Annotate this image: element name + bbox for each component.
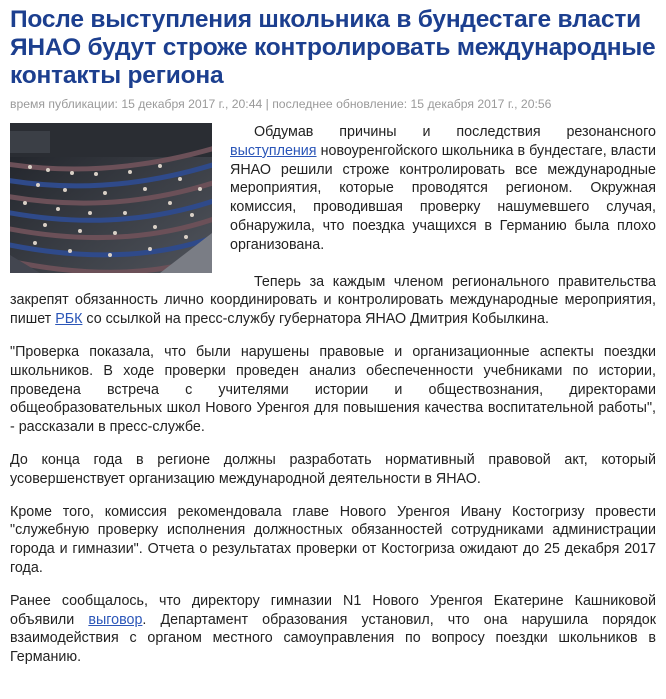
paragraph-2 bbox=[10, 273, 656, 329]
reprimand-link[interactable]: выговор bbox=[88, 611, 143, 628]
paragraph-3: "Проверка показала, что были нарушены правовые и организационные аспекты поездки школьников. В ходе проверки проведен анализ обеспеченности учебниками по истории, проведена встреча с учителями истории и обществознания, директорами общеобразовательных школ Нового Уренгоя для повышения качества воспитательной работы", - рассказали в пресс-службе. bbox=[10, 343, 656, 436]
p6-text-after: . Департамент образования установил, что она нарушила порядок взаимодействия с органом местного самоуправления по вопросу поездки школьников в Германию. bbox=[10, 611, 656, 666]
publication-meta: время публикации: 15 декабря 2017 г., 20:44 | последнее обновление: 15 декабря 2017 г., 20:56 bbox=[10, 97, 552, 111]
paragraph-5: Кроме того, комиссия рекомендовала главе Нового Уренгоя Ивану Костогризу провести "служебную проверку исполнения должностных обязанностей сотрудниками администрации города и гимназии". Отчета о результатах проверки от Костогриза ожидают до 25 декабря 2017 года. bbox=[10, 503, 656, 576]
bundestag-hall-photo bbox=[10, 123, 212, 273]
article-title: После выступления школьника в бундестаге власти ЯНАО будут строже контролировать международные контакты региона bbox=[10, 6, 656, 89]
rbc-link[interactable]: РБК bbox=[55, 311, 83, 328]
p6-text-before: Ранее сообщалось, что директору гимназии N1 Нового Уренгоя Екатерине Кашниковой объявили bbox=[10, 592, 656, 628]
p2-text-after: со ссылкой на пресс-службу губернатора ЯНАО Дмитрия Кобылкина. bbox=[82, 311, 549, 328]
article-body bbox=[10, 123, 656, 667]
p2-text-before: Теперь за каждым членом регионального правительства закрепят обязанность лично координировать и контролировать международные мероприятия, пишет bbox=[10, 273, 656, 328]
p1-text-after: новоуренгойского школьника в бундестаге, власти ЯНАО решили строже контролировать все международные мероприятия, которые проводятся регионом. Окружная комиссия, проводившая проверку нашумевшего случая, обнаружила, что поездка учащихся в Германию была плохо организована. bbox=[230, 142, 656, 253]
paragraph-6 bbox=[10, 592, 656, 667]
paragraph-4: До конца года в регионе должны разработать нормативный правовой акт, который усовершенствует организацию международной деятельности в ЯНАО. bbox=[10, 451, 656, 487]
speech-link[interactable]: выступления bbox=[230, 142, 317, 159]
p1-text-before: Обдумав причины и последствия резонансного bbox=[254, 124, 656, 140]
